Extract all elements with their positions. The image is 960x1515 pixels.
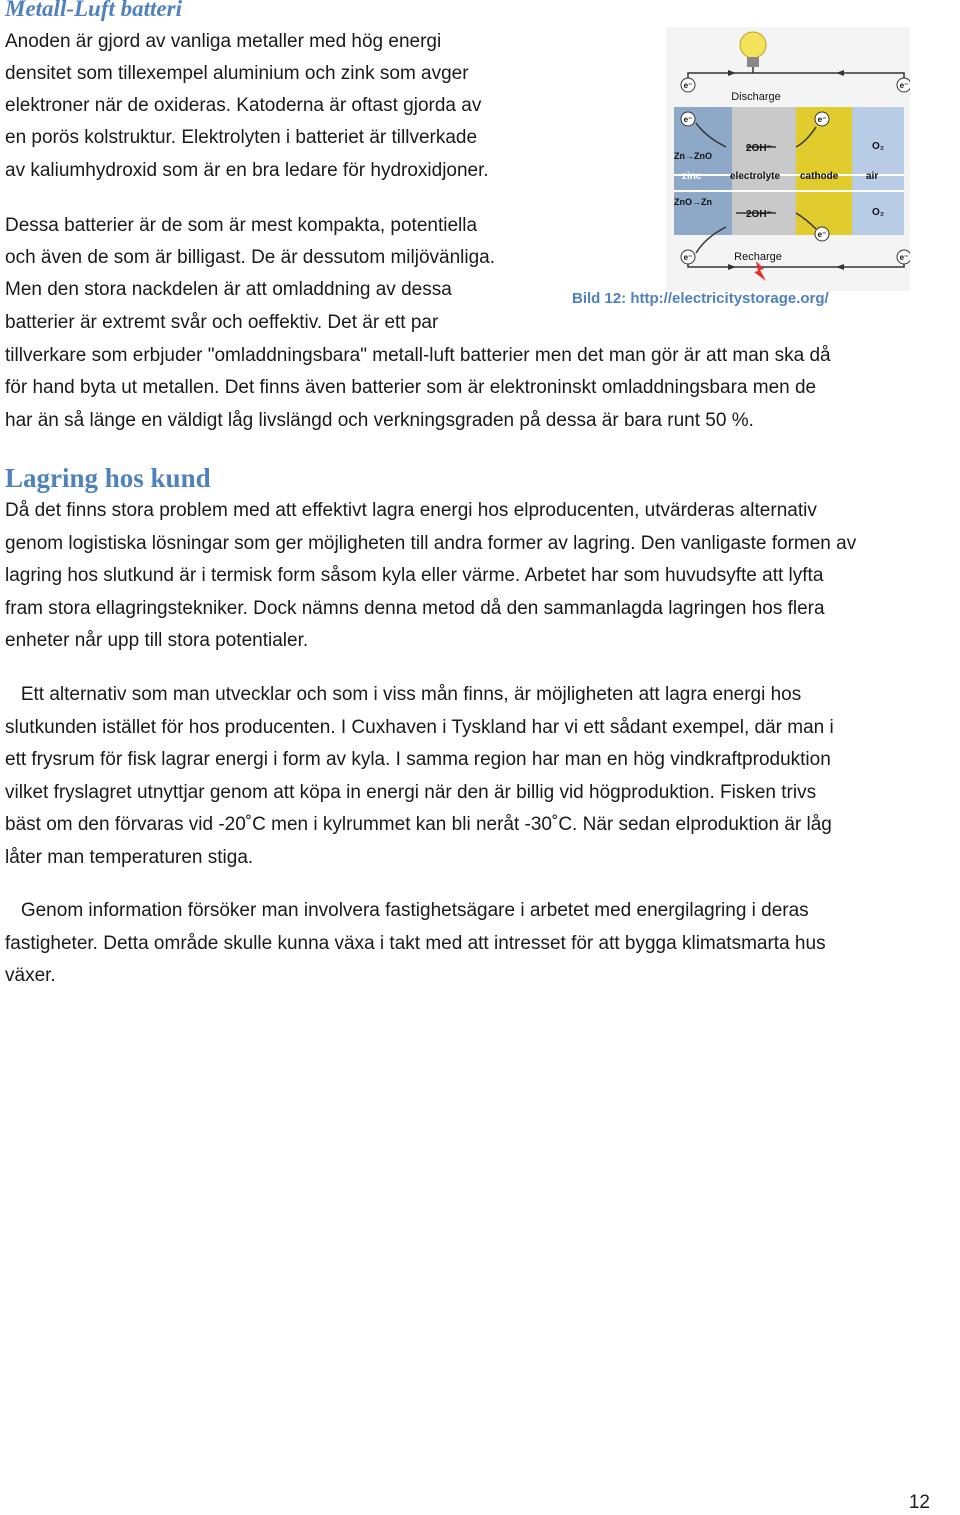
text-line: lagring hos slutkund är i termisk form såsom kyla eller värme. Arbetet har som huvudsyfte att lyfta <box>5 565 824 587</box>
o2-label: O₂ <box>872 141 885 152</box>
paragraph <box>5 495 856 658</box>
text-line: Ett alternativ som man utvecklar och som i viss mån finns, är möjligheten att lagra energi hos <box>5 684 802 705</box>
text-line: ett frysrum för fisk lagrar energi i form av kyla. I samma region har man en hög vindkraftproduktion <box>5 749 831 771</box>
text-line: vilket fryslagret utnyttjar genom att köpa in energi när den är billig vid högproduktion. Fisken trivs <box>5 781 817 803</box>
zno-to-zn-label: ZnO→Zn <box>674 197 712 207</box>
hydroxide-label: 2OH⁻ <box>746 143 772 154</box>
recharge-label: Recharge <box>734 251 782 263</box>
text-line: elektroner när de oxideras. Katoderna är oftast gjorda av <box>5 95 482 116</box>
text-line: för hand byta ut metallen. Det finns även batterier som är elektroninskt omladdningsbara men de <box>5 377 817 398</box>
figure-caption: Bild 12: http://electricitystorage.org/ <box>572 290 829 307</box>
electron-label: e⁻ <box>683 81 693 90</box>
text-line: av kaliumhydroxid som är en bra ledare för hydroxidjoner. <box>5 160 489 181</box>
paragraph <box>5 679 834 875</box>
text-line: genom logistiska lösningar som ger möjligheten till andra former av lagring. Den vanligaste formen av <box>5 532 857 554</box>
section-heading-metall-luft: Metall-Luft batteri <box>5 0 182 21</box>
o2-label: O₂ <box>872 207 885 218</box>
text-line: Genom information försöker man involvera fastighetsägare i arbetet med energilagring i deras <box>5 900 809 921</box>
electron-label: e⁻ <box>683 253 693 262</box>
zinc-label: zinc <box>682 171 702 182</box>
text-line: har än så länge en väldigt låg livslängd och verkningsgraden på dessa är bara runt 50 %. <box>5 410 754 431</box>
hydroxide-label: 2OH⁻ <box>746 209 772 220</box>
text-line: Anoden är gjord av vanliga metaller med hög energi <box>5 31 442 52</box>
text-line: slutkunden istället för hos producenten. I Cuxhaven i Tyskland har vi ett sådant exempel, där man i <box>5 716 834 738</box>
text-line: fastigheter. Detta område skulle kunna växa i takt med att intresset för att bygga klimatsmarta hus <box>5 932 826 954</box>
electron-label: e⁻ <box>817 230 827 239</box>
text-line: batterier är extremt svår och oeffektiv. Det är ett par <box>5 312 439 333</box>
electron-label: e⁻ <box>899 81 909 90</box>
section-heading-lagring-hos-kund: Lagring hos kund <box>5 463 211 493</box>
text-line: tillverkare som erbjuder "omladdningsbara" metall-luft batterier men det man gör är att man ska då <box>5 345 831 366</box>
text-line: en porös kolstruktur. Elektrolyten i batteriet är tillverkade <box>5 127 478 148</box>
electron-label: e⁻ <box>817 115 827 124</box>
text-line: densitet som tillexempel aluminium och zink som avger <box>5 63 469 84</box>
text-line: växer. <box>5 965 56 987</box>
text-line: och även de som är billigast. De är dessutom miljövänliga. <box>5 247 496 268</box>
page-number: 12 <box>908 1492 930 1513</box>
air-label: air <box>866 171 879 182</box>
text-line: Då det finns stora problem med att effektivt lagra energi hos elproducenten, utvärderas alternativ <box>5 500 817 521</box>
text-line: låter man temperaturen stiga. <box>5 846 254 868</box>
cathode-label: cathode <box>800 171 839 182</box>
electron-label: e⁻ <box>683 115 693 124</box>
text-line: fram stora ellagringstekniker. Dock nämns denna metod då den sammanlagda lagringen hos flera <box>5 597 825 619</box>
electrolyte-label: electrolyte <box>730 171 781 182</box>
text-line: bäst om den förvaras vid -20˚C men i kylrummet kan bli neråt -30˚C. När sedan elproduktion är låg <box>5 814 832 836</box>
discharge-label: Discharge <box>731 91 781 103</box>
metal-air-battery-diagram <box>666 27 910 291</box>
electron-label: e⁻ <box>899 253 909 262</box>
text-line: enheter når upp till stora potentialer. <box>5 630 309 652</box>
zn-to-zno-label: Zn→ZnO <box>674 151 712 161</box>
text-line: Men den stora nackdelen är att omladdning av dessa <box>5 279 452 300</box>
text-line: Dessa batterier är de som är mest kompakta, potentiella <box>5 215 478 236</box>
paragraph <box>5 895 826 993</box>
